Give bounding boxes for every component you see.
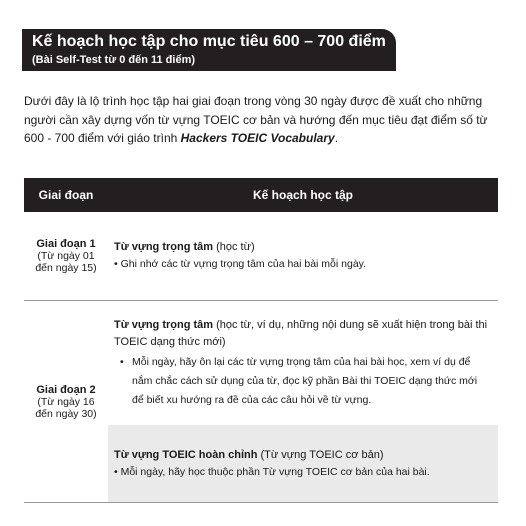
plan-title: Từ vựng trọng tâm — [114, 318, 214, 331]
header-plan: Kế hoạch học tập — [108, 178, 498, 212]
intro-paragraph — [24, 92, 504, 148]
intro-text: Dưới đây là lộ trình học tập hai giai đoạn trong vòng 30 ngày được đề xuất cho những người cần xây dựng vốn từ vựng TOEIC cơ bản và hướng đến mục tiêu đạt điểm số từ 600 - 700 điểm với giáo trình — [24, 94, 488, 145]
plan-title: Từ vựng trọng tâm — [114, 241, 214, 253]
stage-range: (Từ ngày 01 — [37, 250, 95, 262]
stage-range: đến ngày 15) — [35, 262, 97, 274]
page-subtitle: (Bài Self-Test từ 0 đến 11 điểm) — [32, 54, 196, 66]
plan-bullet: • Ghi nhớ các từ vựng trọng tâm của hai bài mỗi ngày. — [114, 258, 367, 270]
plan-cell — [108, 301, 498, 426]
stage-range: (Từ ngày 16 — [37, 395, 95, 408]
table-row — [24, 301, 498, 426]
table-row — [24, 212, 498, 301]
plan-bullet-list — [114, 353, 488, 410]
page-title: Kế hoạch học tập cho mục tiêu 600 – 700 điểm — [32, 33, 386, 50]
header-stage: Giai đoạn — [24, 178, 108, 212]
stage-range: đến ngày 30) — [35, 407, 97, 420]
plan-note: (học từ) — [213, 241, 255, 253]
plan-cell-shaded — [108, 425, 498, 503]
plan-bullet: • Mỗi ngày, hãy ôn lại các từ vựng trọng tâm của hai bài học, xem ví dụ để nắm chắc cách sử dụng của từ, đọc kỹ phần Bài thi TOEIC dạng thức mới để biết xu hướng ra đề của các câu hỏi về từ vựng. — [132, 353, 488, 410]
intro-end: . — [334, 131, 339, 145]
plan-cell — [108, 212, 498, 301]
stage-cell — [24, 301, 108, 503]
stage-name: Giai đoạn 2 — [36, 383, 96, 396]
section-banner — [22, 29, 396, 71]
plan-note: (Từ vựng TOEIC cơ bản) — [257, 448, 384, 461]
book-title: Hackers TOEIC Vocabulary — [180, 131, 335, 145]
study-plan-table — [24, 178, 498, 503]
stage-cell — [24, 212, 108, 301]
plan-note: (học từ, ví dụ, những nội dung sẽ xuất hiện trong bài thi TOEIC dạng thức mới) — [114, 318, 488, 348]
stage-name: Giai đoạn 1 — [36, 238, 96, 250]
plan-bullet: • Mỗi ngày, hãy học thuộc phần Từ vựng TOEIC cơ bản của hai bài. — [114, 465, 430, 478]
table-header-row — [24, 178, 498, 212]
plan-title: Từ vựng TOEIC hoàn chỉnh — [114, 448, 258, 461]
